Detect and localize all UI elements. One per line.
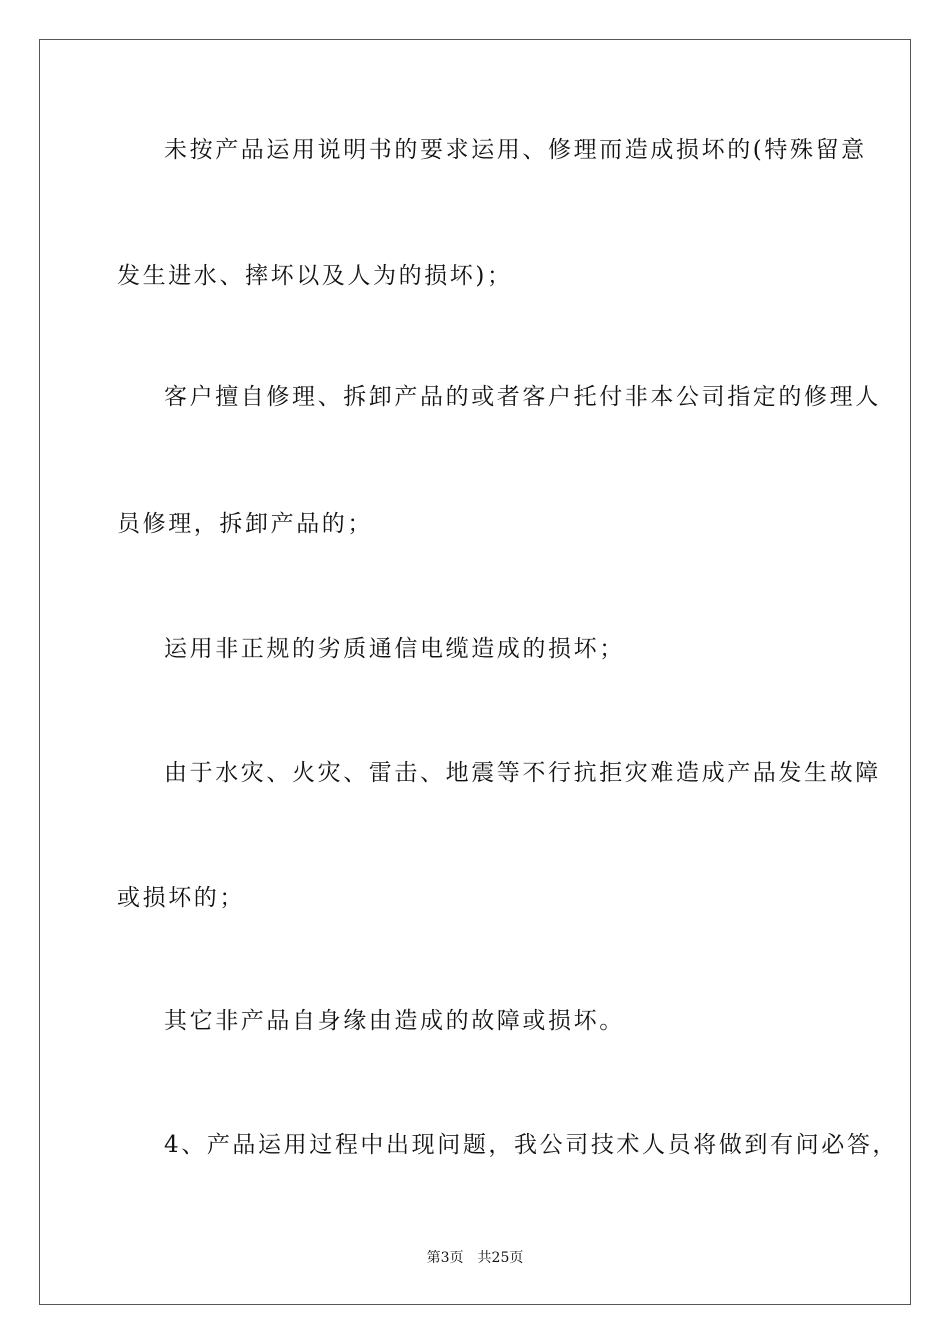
text-line-4: 员修理，拆卸产品的； bbox=[117, 511, 373, 537]
page-frame bbox=[39, 39, 911, 1305]
text-line-9: 4、产品运用过程中出现问题，我公司技术人员将做到有问必答， bbox=[164, 1132, 899, 1158]
text-line-7: 或损坏的； bbox=[117, 885, 245, 911]
text-line-2: 发生进水、摔坏以及人为的损坏)； bbox=[117, 263, 513, 289]
page-footer bbox=[0, 1248, 950, 1268]
page-number: 第3页 bbox=[426, 1250, 464, 1266]
text-line-6: 由于水灾、火灾、雷击、地震等不行抗拒灾难造成产品发生故障 bbox=[164, 760, 881, 786]
text-line-5: 运用非正规的劣质通信电缆造成的损坏； bbox=[164, 636, 625, 662]
page-total: 共25页 bbox=[477, 1250, 524, 1266]
text-line-8: 其它非产品自身缘由造成的故障或损坏。 bbox=[164, 1008, 625, 1034]
text-line-3: 客户擅自修理、拆卸产品的或者客户托付非本公司指定的修理人 bbox=[164, 384, 881, 410]
text-line-1: 未按产品运用说明书的要求运用、修理而造成损坏的(特殊留意 bbox=[164, 137, 867, 163]
